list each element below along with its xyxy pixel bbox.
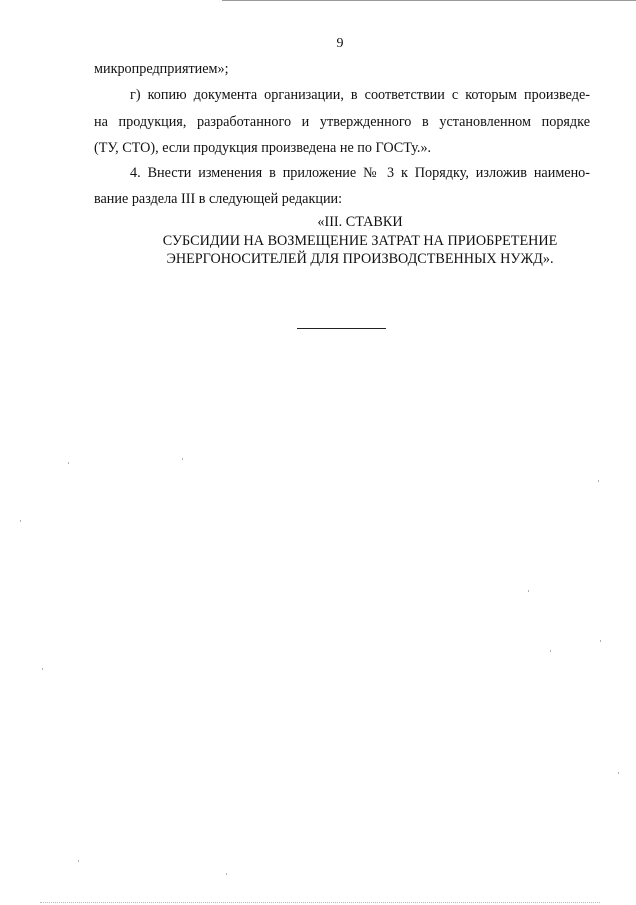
text-line-item-4-start: 4. Внести изменения в приложение № 3 к Порядку, изложив наимено-	[130, 165, 590, 181]
section-heading-line-2: СУБСИДИИ НА ВОЗМЕЩЕНИЕ ЗАТРАТ НА ПРИОБРЕТЕНИЕ	[162, 233, 558, 249]
page-number: 9	[336, 36, 344, 51]
text-line-continuation: микропредприятием»;	[94, 61, 229, 77]
section-heading-line-3: ЭНЕРГОНОСИТЕЛЕЙ ДЛЯ ПРОИЗВОДСТВЕННЫХ НУЖД».	[166, 251, 554, 267]
scan-speck	[598, 480, 599, 482]
scan-speck	[68, 462, 69, 464]
scan-speck	[600, 640, 601, 642]
text-line-item-g-end: (ТУ, СТО), если продукция произведена не по ГОСТу.».	[94, 140, 432, 156]
section-heading-title: «III. СТАВКИ	[317, 214, 403, 230]
scan-speck	[226, 873, 227, 875]
closing-rule	[297, 328, 386, 329]
text-line-item-4-end: вание раздела III в следующей редакции:	[94, 191, 343, 207]
scan-top-edge	[222, 0, 636, 1]
scan-speck	[20, 520, 21, 522]
scan-speck	[528, 590, 529, 592]
text-line-item-g-start: г) копию документа организации, в соответствии с которым произведе-	[130, 87, 590, 103]
scan-speck	[78, 860, 79, 862]
text-line-item-g-middle: на продукция, разработанного и утвержденного в установленном порядке	[94, 114, 590, 130]
scan-speck	[182, 458, 183, 460]
scan-speck	[618, 772, 619, 774]
scan-bottom-edge	[40, 902, 600, 903]
scan-speck	[42, 668, 43, 670]
scan-speck	[550, 650, 551, 652]
